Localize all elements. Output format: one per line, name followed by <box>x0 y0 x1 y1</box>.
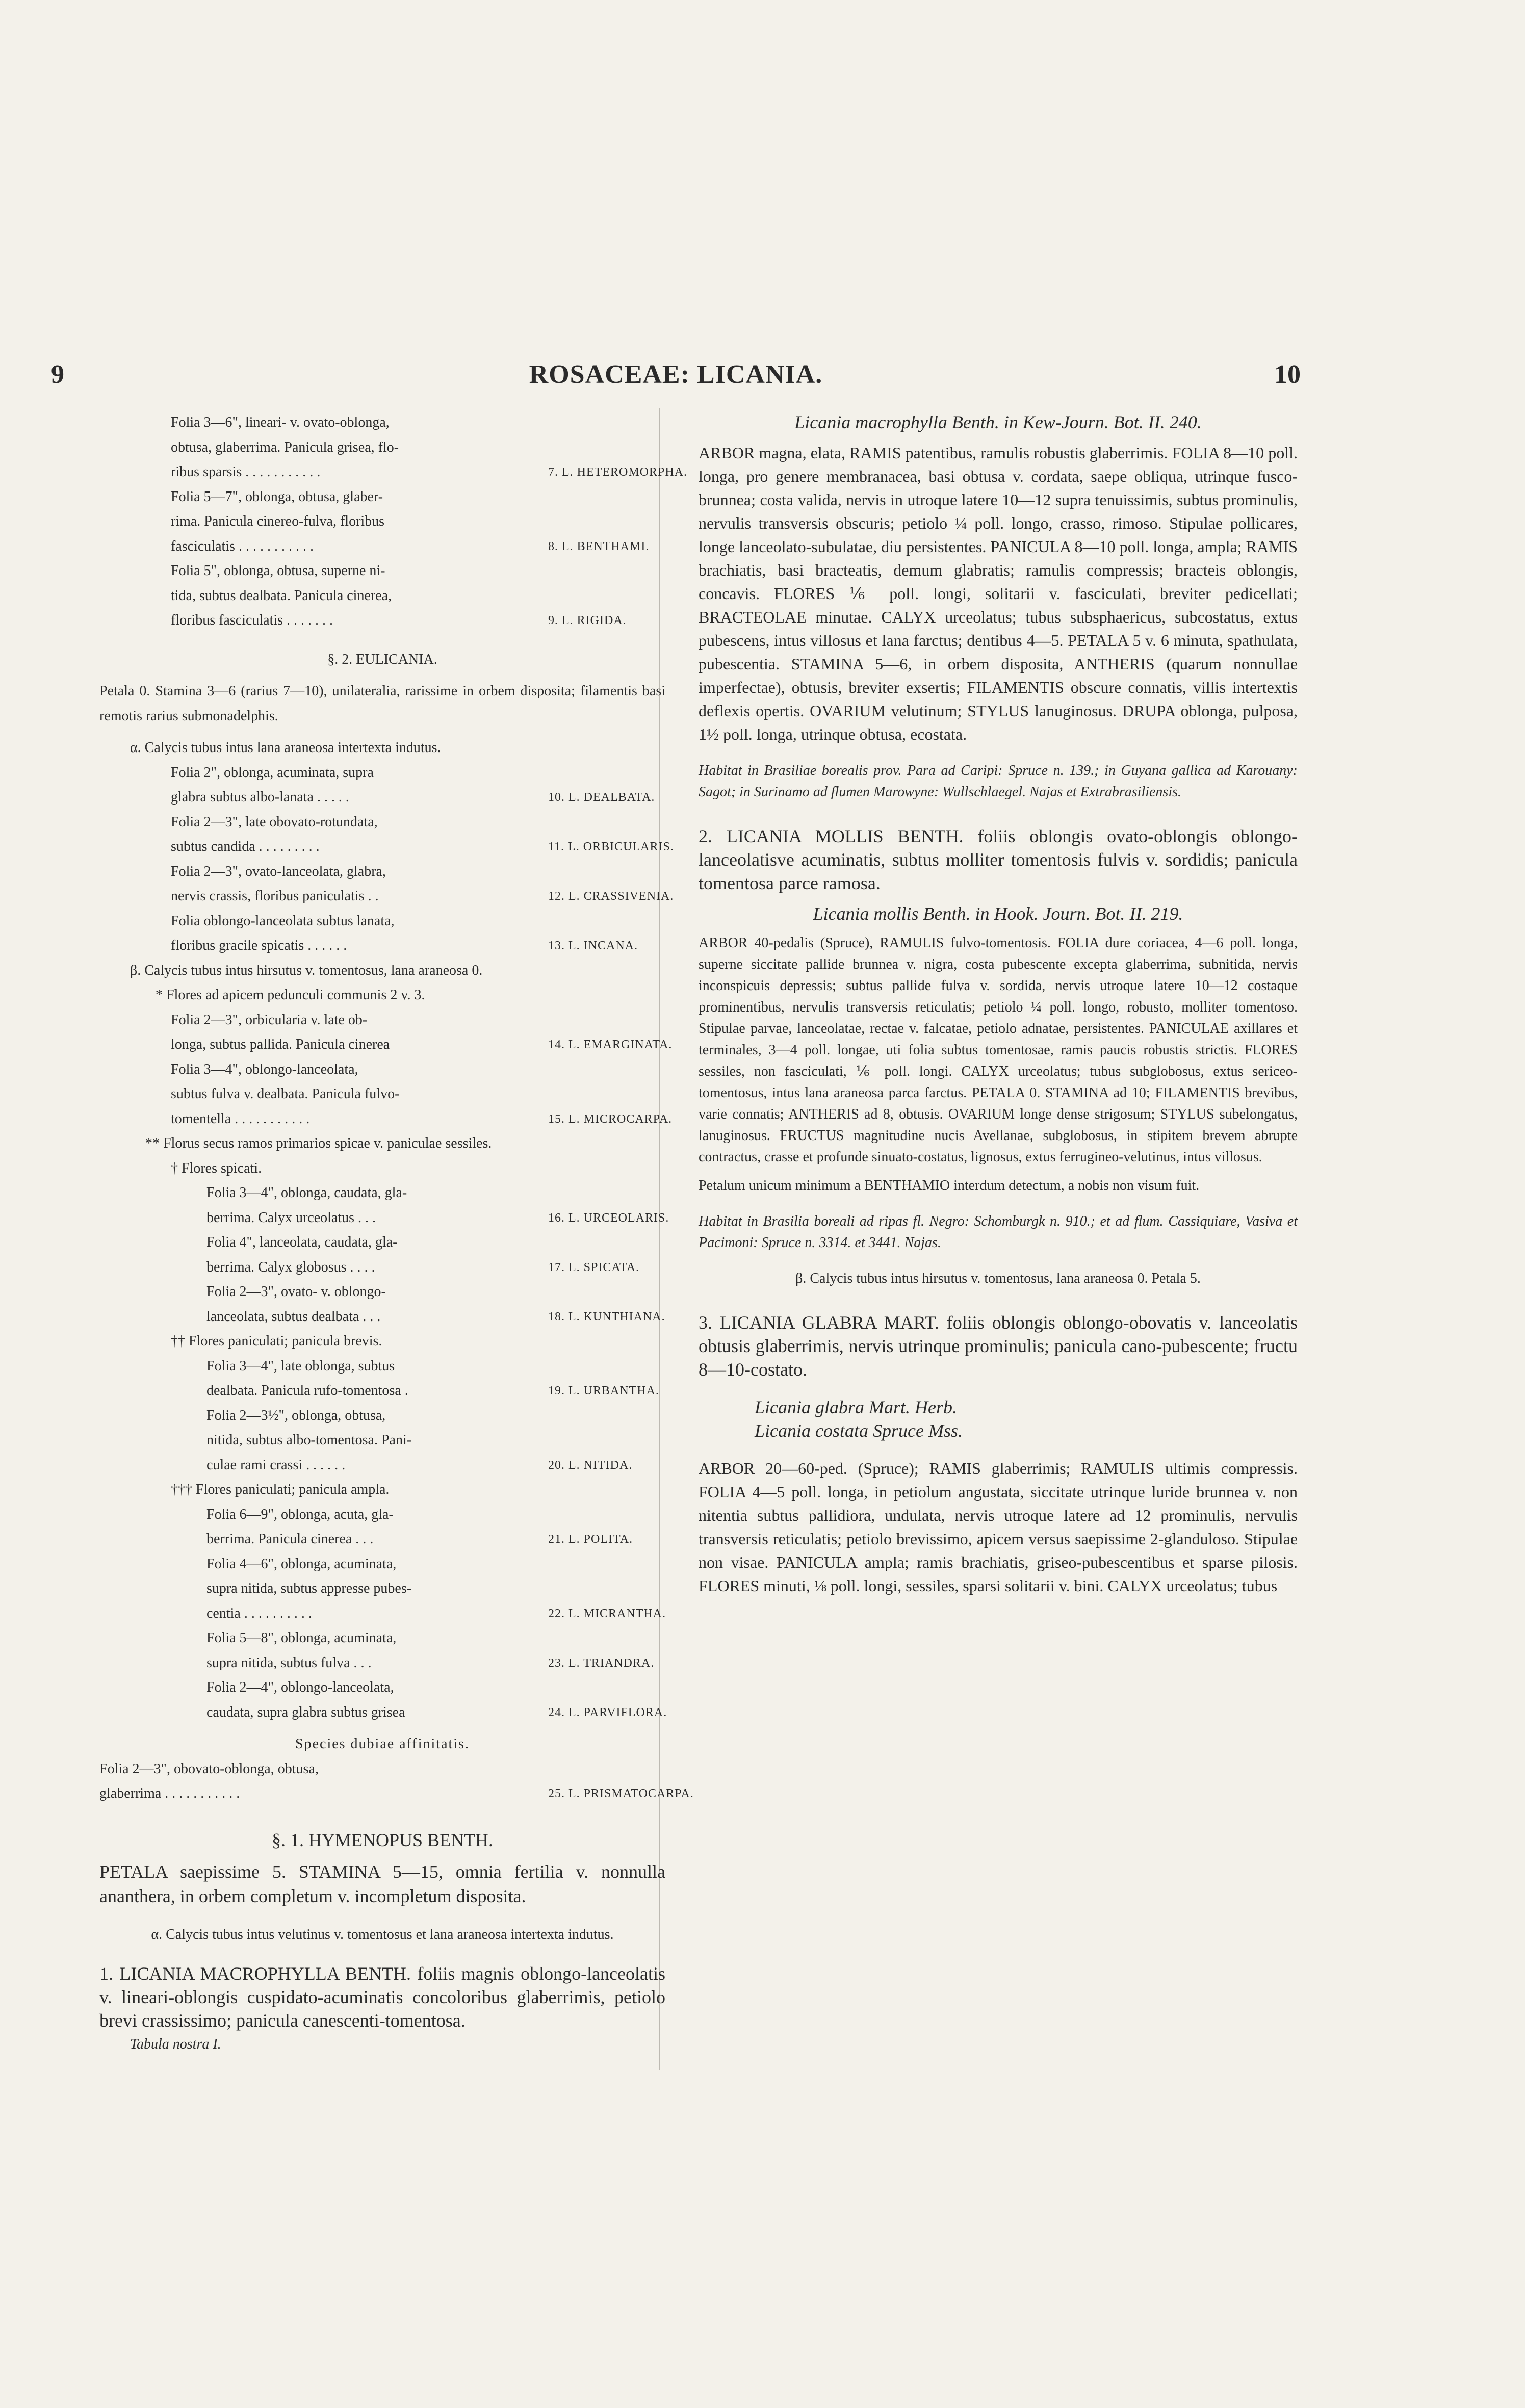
species-description: ARBOR 40-pedalis (Spruce), RAMULIS fulvo-tomentosis. FOLIA dure coriacea, 4—6 poll. longa, superne siccitate pallide brunnea v. nigra, costa pubescente excepta glaberrima, subnitida, nervis inconspicuis depressis; subtus pallide fulva v. sordida, nervis utroque latere 10—12 costaque prominentibus, nervulis transversis reticulatis; petiolo ¼ poll. longo, robusto, molliter tomentoso. Stipulae parvae, lanceolatae, rectae v. falcatae, petiolo adnatae, persistentes. PANICULAE axillares et terminales, 3—4 poll. longae, uti folia subtus tomentosae, ramis paucis robustis strictis. FLORES sessiles, non fasciculati, ⅙ poll. longi. CALYX urceolatus; tubus subglobosus, extus sericeo-tomentosus, intus lana araneosa parca farctus. PETALA 0. STAMINA ad 10; FILAMENTIS brevibus, varie connatis; ANTHERIS ad 8, obtusis. OVARIUM longe dense strigosum; STYLUS subelongatus, lanuginosus. FRUCTUS magnitudine nucis Avellanae, subglobosus, in stipitem brevem abrupte contractus, crasse et profunde sinuato-costatus, lignosus, extus ferrugineo-velutinus, intus villosus. <box>699 935 1298 1165</box>
key-entry: Folia 2—3", late obovato-rotundata, subtus candida . . . . . . . . . 11. L. ORBICULARIS. <box>171 814 674 855</box>
page-header <box>51 359 1301 400</box>
citation: Licania macrophylla Benth. in Kew-Journ. Bot. II. 240. <box>794 412 1202 432</box>
key-entry: Folia 5—7", oblonga, obtusa, glaber- rima. Panicula cinereo-fulva, floribus fasciculatis . . . . . . . . . . . 8. L. BENTHAMI. <box>171 488 650 554</box>
species-description: ARBOR 20—60-ped. (Spruce); RAMIS glaberrimis; RAMULIS ultimis compressis. FOLIA 4—5 poll. longa, in petiolum angustata, siccitate utrinque luride brunnea v. non nitentia subtus pallidiora, undulata, nervis utroque latere ad 12 prominulis, nervulis transversis reticulatis; petiolo brevissimo, apicem versus saepissime 2-glanduloso. Stipulae non visae. PANICULA ampla; ramis brachiatis, griseo-pubescentibus et sparse pilosis. FLORES minuti, ⅛ poll. longi, sessiles, sparsi solitarii v. bini. CALYX urceolatus; tubus <box>699 1459 1298 1595</box>
group-heading: α. Calycis tubus intus lana araneosa intertexta indutus. <box>130 740 441 756</box>
key-entry: Folia 2—3", orbicularia v. late ob- longa, subtus pallida. Panicula cinerea 14. L. EMARGINATA. <box>171 1012 673 1052</box>
key-entry: Folia 3—4", late oblonga, subtus dealbata. Panicula rufo-tomentosa . 19. L. URBANTHA. <box>206 1358 659 1399</box>
key-entry: Folia 3—4", oblongo-lanceolata, subtus fulva v. dealbata. Panicula fulvo- tomentella . . . . . . . . . . . 15. L. MICROCARPA. <box>171 1061 673 1127</box>
subsection-heading: Species dubiae affinitatis. <box>295 1736 470 1752</box>
plate-reference: Tabula nostra I. <box>130 2036 221 2052</box>
left-column <box>99 410 694 2057</box>
left-page-number: 9 <box>51 360 64 389</box>
group-heading: ** Florus secus ramos primarios spicae v. paniculae sessiles. <box>145 1135 492 1151</box>
group-heading: †† Flores paniculati; panicula brevis. <box>171 1333 382 1349</box>
key-entry: Folia 3—4", oblonga, caudata, gla- berrima. Calyx urceolatus . . . 16. L. URCEOLARIS. <box>206 1185 669 1226</box>
running-title: ROSACEAE: LICANIA. <box>529 360 823 389</box>
key-entry: Folia 5—8", oblonga, acuminata, supra nitida, subtus fulva . . . 23. L. TRIANDRA. <box>206 1630 655 1671</box>
group-heading: α. Calycis tubus intus velutinus v. tomentosus et lana araneosa intertexta indutus. <box>151 1927 614 1943</box>
key-entry: Folia 2—3", obovato-oblonga, obtusa, glaberrima . . . . . . . . . . . 25. L. PRISMATOCARPA. <box>99 1760 694 1801</box>
key-entry: Folia 4", lanceolata, caudata, gla- berrima. Calyx globosus . . . . 17. L. SPICATA. <box>206 1234 640 1275</box>
right-page-number: 10 <box>1274 360 1301 389</box>
group-heading: † Flores spicati. <box>171 1160 262 1176</box>
key-entry: Folia 5", oblonga, obtusa, superne ni- tida, subtus dealbata. Panicula cinerea, floribus fasciculatis . . . . . . . 9. L. RIGIDA. <box>171 563 627 628</box>
citation: Licania mollis Benth. in Hook. Journ. Bot. II. 219. <box>813 903 1183 924</box>
section-description: PETALA saepissime 5. STAMINA 5—15, omnia fertilia v. nonnulla ananthera, in orbem completum v. incompletum disposita. <box>99 1861 665 1906</box>
species-diagnosis: 3. LICANIA GLABRA MART. foliis oblongis oblongo-obovatis v. lanceolatis obtusis glaberrimis, nervis utrinque prominulis; panicula cano-pubescente; fructu 8—10-costato. <box>699 1312 1298 1380</box>
habitat: Habitat in Brasiliae borealis prov. Para ad Caripi: Spruce n. 139.; in Guyana gallica ad Karouany: Sagot; in Surinamo ad flumen Marowyne: Wullschlaegel. Najas et Extrabrasiliensis. <box>699 763 1298 800</box>
key-entry: Folia 4—6", oblonga, acuminata, supra nitida, subtus appresse pubes- centia . . . . . . . . . . 22. L. MICRANTHA. <box>206 1556 666 1621</box>
species-description: ARBOR magna, elata, RAMIS patentibus, ramulis robustis glaberrimis. FOLIA 8—10 poll. longa, pro genere membranacea, basi obtusa v. cordata, saepe obliqua, utrinque fusco-brunnea; costa valida, nervis in utroque latere 10—12 supra tenuissimis, subtus prominulis, nervulis transversis obscuris; petiolo ¼ poll. longo, crasso, rimoso. Stipulae pollicares, longe lanceolato-subulatae, diu persistentes. PANICULA 8—10 poll. longa, ampla; RAMIS brachiatis, basi bracteatis, demum glabratis; ramulis compressis; bracteis oblongis, concavis. FLORES ⅙ poll. longi, solitarii v. fasciculati, breviter pedicellati; BRACTEOLAE minutae. CALYX urceolatus; tubus subsphaericus, subcostatus, extus pubescens, intus villosus et lana farctus; dentibus 4—5. PETALA 5 v. 6 minuta, spathulata, pubescentia. STAMINA 5—6, in orbem disposita, ANTHERIS (quarum nonnullae imperfectae), obtusis, breviter exsertis; FILAMENTIS obscure connatis, villis intertextis deflexis opertis. OVARIUM velutinum; STYLUS lanuginosus. DRUPA oblonga, pulposa, 1½ poll. longa, utrinque obtusa, ecostata. <box>699 444 1298 743</box>
synonym: Licania glabra Mart. Herb. <box>755 1397 958 1417</box>
key-entry: Folia 2—3", ovato- v. oblongo- lanceolata, subtus dealbata . . . 18. L. KUNTHIANA. <box>206 1284 665 1325</box>
variety: β. Calycis tubus intus hirsutus v. tomentosus, lana araneosa 0. Petala 5. <box>795 1271 1201 1286</box>
key-entry: Folia 2—3½", oblonga, obtusa, nitida, subtus albo-tomentosa. Pani- culae rami crassi . . . . . . 20. L. NITIDA. <box>206 1407 633 1473</box>
group-heading: ††† Flores paniculati; panicula ampla. <box>171 1482 390 1497</box>
key-entry: Folia 2—3", ovato-lanceolata, glabra, nervis crassis, floribus paniculatis . . 12. L. CRASSIVENIA. <box>171 863 674 904</box>
key-entry: Folia 6—9", oblonga, acuta, gla- berrima. Panicula cinerea . . . 21. L. POLITA. <box>206 1506 633 1547</box>
synonym: Licania costata Spruce Mss. <box>755 1420 963 1441</box>
right-column <box>699 410 1298 1597</box>
note: Petalum unicum minimum a BENTHAMIO interdum detectum, a nobis non visum fuit. <box>699 1178 1200 1194</box>
group-heading: * Flores ad apicem pedunculi communis 2 v. 3. <box>156 987 425 1003</box>
key-entry: Folia 2", oblonga, acuminata, supra glabra subtus albo-lanata . . . . . 10. L. DEALBATA. <box>171 764 655 805</box>
species-diagnosis: 2. LICANIA MOLLIS BENTH. foliis oblongis ovato-oblongis oblongo-lanceolatisve acuminatis, subtus molliter tomentosis fulvis v. sordidis; panicula tomentosa parce ramosa. <box>699 826 1298 893</box>
key-entry: Folia 2—4", oblongo-lanceolata, caudata, supra glabra subtus grisea 24. L. PARVIFLORA. <box>206 1679 667 1720</box>
section-heading: §. 1. HYMENOPUS BENTH. <box>271 1829 494 1850</box>
key-entry: Folia oblongo-lanceolata subtus lanata, floribus gracile spicatis . . . . . . 13. L. INCANA. <box>171 913 638 953</box>
key-entry: Folia 3—6", lineari- v. ovato-oblonga, obtusa, glaberrima. Panicula grisea, flo- ribus sparsis . . . . . . . . . . . 7. L. HETEROMORPHA. <box>171 415 688 480</box>
section-description: Petala 0. Stamina 3—6 (rarius 7—10), unilateralia, rarissime in orbem disposita; filamentis basi remotis rarius submonadelphis. <box>99 683 665 724</box>
section-heading: §. 2. EULICANIA. <box>327 651 437 667</box>
group-heading: β. Calycis tubus intus hirsutus v. tomentosus, lana araneosa 0. <box>130 962 483 978</box>
species-diagnosis: 1. LICANIA MACROPHYLLA BENTH. foliis magnis oblongo-lanceolatis v. lineari-oblongis cuspidato-acuminatis concoloribus glaberrimis, petiolo brevi crassissimo; panicula canescenti-tomentosa. <box>99 1963 665 2031</box>
habitat: Habitat in Brasilia boreali ad ripas fl. Negro: Schomburgk n. 910.; et ad flum. Cassiquiare, Vasiva et Pacimoni: Spruce n. 3314. et 3441. Najas. <box>699 1213 1298 1251</box>
